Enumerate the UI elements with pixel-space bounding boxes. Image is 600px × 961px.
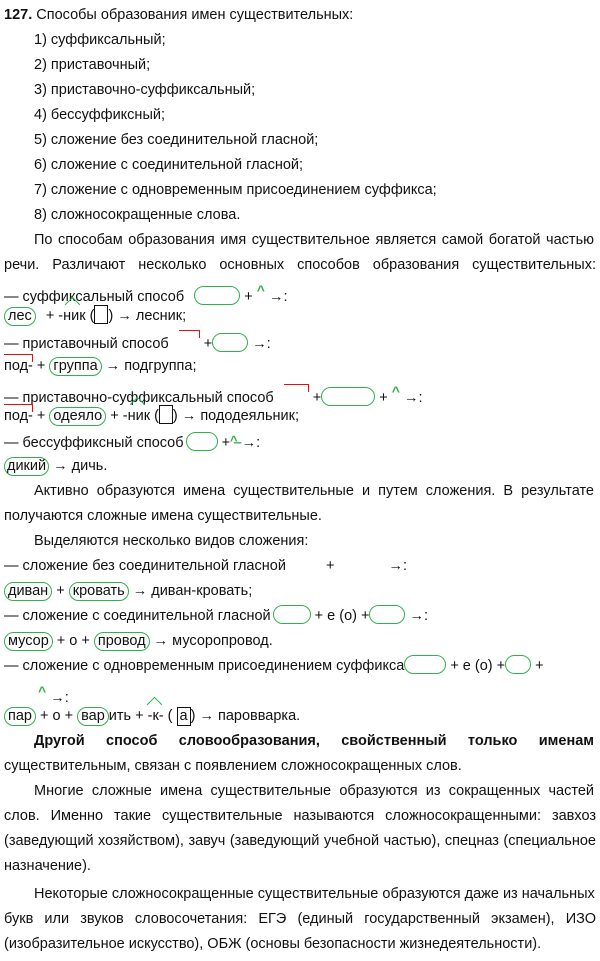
- root-pill: [505, 655, 531, 674]
- result-word: → паровварка.: [199, 708, 301, 724]
- exercise-number: 127.: [4, 7, 33, 23]
- word-rest: ить: [108, 708, 132, 724]
- scheme-suffixal: [4, 279, 596, 305]
- example-suffixal: [4, 305, 596, 327]
- result-word: → мусоропровод.: [153, 633, 273, 649]
- result-word: → дичь.: [53, 458, 108, 474]
- paragraph-line: Другой способ словообразования, свойственный только именам: [34, 733, 594, 749]
- plus-sign: +: [379, 390, 388, 406]
- plus-sign: +: [203, 336, 213, 352]
- scheme-compound-1: [4, 555, 596, 577]
- paragraph-line: речи. Различают несколько основных способов образования существительных:: [4, 257, 596, 273]
- connecting-vowel: + е (о) +: [450, 658, 506, 674]
- plus-sign: + -: [45, 308, 64, 324]
- suffix-part: ник: [63, 305, 85, 327]
- arrow-sign: →:: [409, 608, 429, 624]
- ending-box: [94, 305, 108, 324]
- root-word: пар: [4, 707, 36, 726]
- arrow-sign: →:: [50, 690, 69, 706]
- example-compound-2: [4, 630, 596, 652]
- plus-sign: +: [56, 583, 65, 599]
- root-word: лес: [4, 307, 36, 326]
- paragraph-line: существительным, связан с появлением сложносокращенных слов.: [4, 758, 462, 774]
- arrow-sign: →:: [388, 558, 407, 574]
- example-prefsuf: [4, 405, 596, 427]
- scheme-compound-2: [4, 605, 596, 627]
- root-pill: [194, 286, 240, 305]
- exercise-title: Способы образования имен существительных:: [36, 7, 354, 23]
- plus-sign: +: [312, 390, 322, 406]
- paren: ): [108, 308, 114, 324]
- paragraph-line: назначение).: [4, 858, 91, 874]
- arrow-sign: →:: [404, 390, 423, 406]
- example-prefixal: [4, 355, 596, 377]
- paragraph-line: получаются сложные имена существительные.: [4, 508, 322, 524]
- example-nosuffix: [4, 455, 596, 477]
- scheme-label: — приставочный способ: [4, 336, 169, 352]
- list-item: 2) приставочный;: [34, 57, 151, 73]
- scheme-compound-3-cont: [4, 680, 596, 706]
- zero-suffix-icon: ^̶: [230, 433, 238, 448]
- scheme-nosuffix: [4, 430, 596, 452]
- paragraph-line: (изобразительное искусство), ОБЖ (основы безопасности жизнедеятельности).: [4, 936, 542, 952]
- result-word: → пододеяльник;: [181, 408, 300, 424]
- scheme-label: — сложение с соединительной гласной: [4, 608, 271, 624]
- paren: (: [154, 408, 159, 424]
- suffix-caret-icon: ^: [391, 383, 400, 399]
- list-item: 8) сложносокращенные слова.: [34, 207, 241, 223]
- paragraph-line: По способам образования имя существительное является самой богатой частью: [34, 232, 594, 248]
- root-pill: [212, 333, 248, 352]
- connecting-vowel: + о +: [56, 633, 90, 649]
- list-item: 6) сложение с соединительной гласной;: [34, 157, 304, 173]
- dash: -: [158, 708, 164, 724]
- scheme-prefixal: [4, 330, 596, 352]
- root-word: диван: [4, 582, 52, 601]
- ending-box: [159, 405, 173, 424]
- prefix-mark-icon: [284, 384, 309, 392]
- paren: (: [167, 708, 173, 724]
- prefix-mark-icon: [179, 330, 200, 338]
- prefix-part: под-: [4, 405, 33, 427]
- root-pill: [186, 432, 218, 451]
- suffix-caret-icon: ^: [38, 683, 47, 699]
- root-word: мусор: [4, 632, 53, 651]
- scheme-label: — суффиксальный способ: [4, 289, 185, 305]
- paren: (: [89, 308, 95, 324]
- root-word: группа: [49, 357, 101, 376]
- scheme-label: — сложение без соединительной гласной: [4, 558, 286, 574]
- result-word: → подгруппа;: [105, 358, 197, 374]
- paragraph-line: Активно образуются имена существительные и путем сложения. В результате: [34, 483, 594, 499]
- root-pill: [273, 605, 311, 624]
- exercise-heading: [4, 4, 596, 26]
- plus-sign: + -: [135, 708, 153, 724]
- plus-sign: +: [36, 358, 46, 374]
- paren: ): [172, 408, 178, 424]
- example-compound-3: [4, 705, 596, 727]
- root-pill: [404, 655, 446, 674]
- plus-sign: + -: [110, 408, 128, 424]
- list-item: 3) приставочно-суффиксальный;: [34, 82, 256, 98]
- scheme-compound-3: [4, 655, 596, 677]
- root-pill: [321, 387, 375, 406]
- ending-box: а: [177, 707, 191, 726]
- paren: ): [190, 708, 196, 724]
- example-compound-1: [4, 580, 596, 602]
- paragraph-line: (заведующий хозяйством), завуч (заведующий учебной частью), спецназ (специальное: [4, 833, 596, 849]
- scheme-label: — бессуффиксный способ: [4, 435, 184, 451]
- plus-sign: +: [36, 408, 46, 424]
- plus-sign: +: [535, 658, 544, 674]
- arrow-sign: →:: [241, 435, 261, 451]
- paragraph-line: Многие сложные имена существительные образуются из сокращенных частей: [34, 783, 594, 799]
- suffix-part: ник: [128, 405, 150, 427]
- list-item: 4) бессуффиксный;: [34, 107, 165, 123]
- paragraph-line: Некоторые сложносокращенные существительные образуются даже из начальных: [34, 886, 595, 902]
- paragraph-line: Выделяются несколько видов сложения:: [34, 533, 309, 549]
- root-word: кровать: [69, 582, 129, 601]
- result-word: → лесник;: [117, 308, 187, 324]
- paragraph-line: слов. Именно такие существительные называются сложносокращенными: завхоз: [4, 808, 596, 824]
- plus-sign: +: [221, 435, 231, 451]
- list-item: 5) сложение без соединительной гласной;: [34, 132, 319, 148]
- plus-sign: +: [244, 289, 253, 305]
- paragraph-line: букв или звуков словосочетания: ЕГЭ (единый государственный экзамен), ИЗО: [4, 911, 596, 927]
- prefix-part: под-: [4, 355, 33, 377]
- scheme-prefsuf: [4, 380, 596, 406]
- arrow-sign: →:: [252, 336, 271, 352]
- root-word: провод: [94, 632, 150, 651]
- list-item: 1) суффиксальный;: [34, 32, 166, 48]
- result-word: → диван-кровать;: [132, 583, 253, 599]
- connecting-vowel: + о +: [40, 708, 74, 724]
- plus-sign: +: [325, 558, 335, 574]
- root-pill: [369, 605, 405, 624]
- connecting-vowel: + е (о) +: [314, 608, 370, 624]
- scheme-label: — приставочно-суффиксальный способ: [4, 390, 274, 406]
- list-item: 7) сложение с одновременным присоединением суффикса;: [34, 182, 437, 198]
- suffix-part: к: [152, 705, 158, 727]
- root-word: дикий: [4, 457, 49, 476]
- scheme-label: — сложение с одновременным присоединением суффикса: [4, 658, 405, 674]
- root-word: одеяло: [49, 407, 106, 426]
- root-word: вар: [77, 707, 109, 726]
- suffix-caret-icon: ^: [256, 282, 265, 298]
- arrow-sign: →:: [268, 289, 288, 305]
